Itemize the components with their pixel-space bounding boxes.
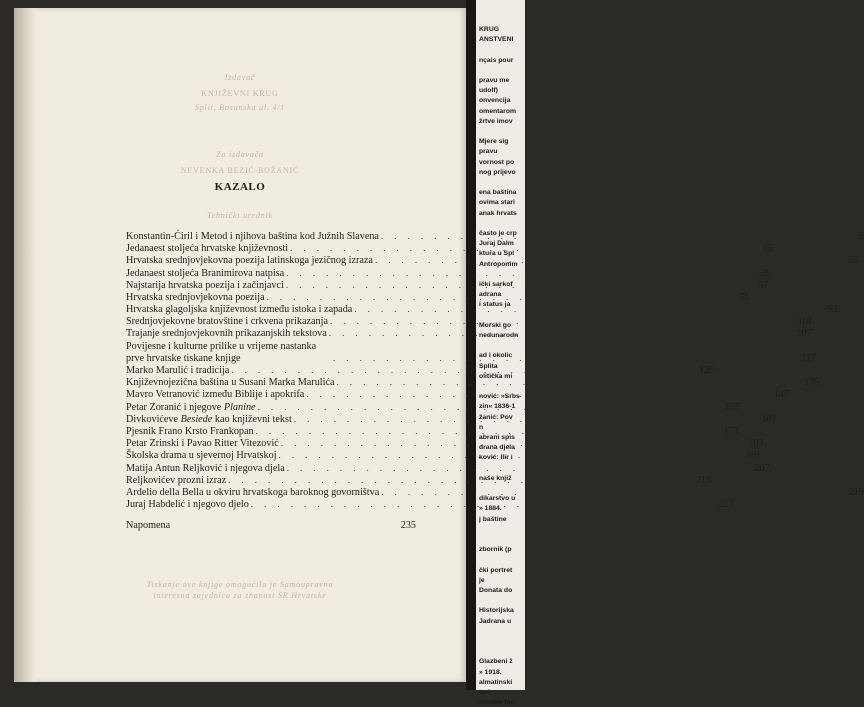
toc-entry-page: 207 [754,462,770,474]
toc-entry-page: 155 [725,401,741,413]
toc-entry-page: 213 [695,474,711,486]
funding-note-line-2: interesna zajednica za znanost SR Hrvatske [153,591,327,600]
toc-entry-page: 227 [718,499,734,511]
adjacent-page-line: almatinski [479,678,513,686]
adjacent-page-line: omentarom [479,107,517,115]
toc-entry-title [126,402,258,414]
toc-entry-page: 57 [758,279,769,291]
toc-entry-title [126,243,290,255]
toc-entry-title-rest: kao književni tekst [214,413,292,425]
toc-entry-page: 183 [748,438,764,450]
toc-entry-page: 107 [796,328,812,340]
toc-entry-page: 147 [773,389,790,401]
toc-entry-page: 53 [758,267,769,279]
adjacent-page-line: ad i okolic [479,352,513,360]
toc-entry-page: 219 [848,486,864,498]
toc-entry-page: 5 [858,230,864,242]
toc-entry-title [126,365,231,377]
toc-entry-title-text: Pjesnik Frano Krsto Frankopan [126,426,254,437]
for-publisher-label: Za izdavača [216,150,264,159]
adjacent-page-line: ktura u Spl [479,250,515,258]
toc-entry-title-text: Najstarija hrvatska poezija i začinjavci [126,279,284,291]
toc-entry-title-text: Mavro Vetranović između Biblije i apokrifa [126,389,305,401]
adjacent-page-line: Historijska [479,607,514,615]
adjacent-page-line: Juraj Dalm [479,240,514,248]
toc-entry-title-italic: Besiede [180,413,213,425]
note-page: 235 [400,520,416,532]
dot-leader [251,498,710,511]
contents-title: KAZALO [214,181,266,193]
adjacent-page-line: nçais pour [479,56,514,64]
toc-entry-title-text: Reljkovićev prozni izraz [126,474,227,486]
funding-note-line-1: Tiskanje ove knjige omogućila je Samoupravna [146,580,334,589]
adjacent-page-line: vornost po [479,158,515,166]
toc-entry-page: 173 [723,426,739,437]
adjacent-page-line: abrani spis [479,434,515,441]
adjacent-page-line: i status ja [479,301,511,309]
toc-entry-page: 93 [827,304,838,316]
toc-note-entry[interactable] [126,520,416,532]
toc-entry-title-text: Književnojezična baština u Susani Marka Marulića [126,377,335,389]
toc-entry-title-text: Hrvatska srednjovjekovna poezija latinskoga jezičnog izraza [126,255,373,267]
toc-entry-title-text: Školska drama u sjevernoj Hrvatskoj [126,450,277,462]
adjacent-page-line: často je crp [479,230,517,237]
adjacent-page-line: Jadrana u [479,617,512,625]
toc-entry-page: 35 [847,255,858,267]
adjacent-page-line: olitička mi [479,372,513,380]
toc-entry-title [126,438,281,450]
adjacent-page-line: pravu [479,148,498,156]
toc-entry-title-text: Matija Antun Reljković i njegova djela [126,462,285,474]
toc-entry-title-text: Juraj Habdelić i njegovo djelo [126,499,249,511]
toc-entry-title [126,450,279,462]
adjacent-page-line: Antroponim [479,260,518,268]
toc-entry-title-text: Hrvatska srednjovjekovna poezija [126,291,265,303]
toc-entry-title [126,426,256,438]
toc-entry-page: 117 [800,352,816,364]
book-spine-shadow [466,0,476,690]
note-title: Napomena [126,520,171,532]
toc-entry-page: 71 [739,291,750,303]
adjacent-page-line: tori [479,689,490,696]
adjacent-page-line: zbornik (p [479,546,512,554]
adjacent-page-line: nović: »Srbs [479,393,520,401]
adjacent-page-line: pravu me [479,77,510,84]
dot-leader [329,327,788,340]
toc-entry-title-text: Povijesne i kulturne prilike u vrijeme nastanka prve hrvatske tiskane knjige [126,340,317,364]
publisher-address: Split, Bosanska ul. 4/1 [194,103,286,112]
adjacent-page-line: nedunarodn [479,332,519,339]
toc-entry-title [126,316,330,328]
adjacent-page-line: adrana [479,291,502,299]
adjacent-page-line: ički sarkof [479,281,513,288]
adjacent-page-line: čki portret [479,566,513,574]
adjacent-page-line: » 1884. [479,505,502,513]
technical-editor-label: Tehnički urednik [207,211,273,220]
adjacent-page-line: ANSTVENI [479,36,514,44]
adjacent-page-line: nog prijevo [479,168,516,176]
adjacent-page-line: drana djela [479,444,515,452]
adjacent-page-line: žanić: Pov [479,413,513,421]
toc-entry-page: 101 [797,316,813,328]
adjacent-page-line: Mjere sig [479,138,509,146]
toc-entry-page: 191 [746,450,762,462]
toc-entry-page: 167 [761,413,777,425]
adjacent-page-strip [476,0,525,707]
toc-entry-title-text: Trajanje srednjovjekovnih prikazanjskih tekstova [126,328,327,340]
toc-entry-title-text: Jedanaest stoljeća Branimirova natpisa [126,267,285,279]
toc-entry-page: 125 [698,365,715,377]
toc-entry-title-text: Marko Marulić i tradicija [126,365,230,377]
toc-entry-title [126,304,354,316]
adjacent-page-line: zin« 1836-1 [479,403,516,411]
toc-entry-title-text: Petar Zoranić i njegove [126,401,222,413]
publisher-name: KNJIŽEVNI KRUG [201,89,279,98]
toc-entry-title-italic: Planine [223,401,256,413]
toc-entry-title [126,268,286,280]
for-publisher-name: NEVENKA BEZIĆ-BOŽANIĆ [180,166,300,175]
adjacent-page-line: onvencija [479,97,511,105]
adjacent-page-line: Glazbeni ž [479,658,513,666]
toc-entry-title-text: Srednjovjekovne bratovštine i crkvena prikazanja [126,316,328,328]
publisher-label: Izdavač [224,73,256,82]
adjacent-page-line: ković: Ilir i [479,454,513,462]
toc-entry-page: 135 [804,377,820,389]
toc-entry-title [126,475,228,487]
toc-entry-title-text: Konstantin-Ćiril i Metod i njihova baština kod Južnih Slavena [126,230,379,242]
adjacent-page-line: udolf) [479,87,498,95]
adjacent-page-line: omiške fac [479,699,515,707]
adjacent-page-line: j baštine [479,515,507,523]
adjacent-page-line: žrtve imov [479,117,513,125]
adjacent-page-line: anak hrvats [479,209,517,217]
toc-entry-page: 15 [762,243,773,255]
adjacent-page-line: ovima stari [479,199,515,207]
adjacent-page-line: dikarstvo u [479,495,516,503]
toc-entry-title-text: Jedanaest stoljeća hrvatske književnosti [126,243,289,255]
toc-entry-title-text: Hrvatska glagoljska književnost između istoka i zapada [126,304,353,316]
adjacent-page-line: Splita [479,362,498,370]
adjacent-page-line: KRUG [479,26,500,33]
toc-entry-title [126,292,267,304]
toc-entry-title [126,499,251,511]
adjacent-page-line: Donata do [479,587,513,594]
adjacent-page-line: Morski go [479,321,512,329]
toc-entry-title [126,328,329,340]
note-spacer [172,532,392,533]
adjacent-page-line: n [479,423,484,431]
toc-entry-title [126,341,333,365]
adjacent-page-line: » 1918. [479,668,502,676]
toc-entry-title-text: Petar Zrinski i Pavao Ritter Vitezović [126,438,279,450]
toc-entry-title-text: Divkovićeve [126,413,179,425]
adjacent-page-line: je [479,576,485,584]
toc-entry-title [126,377,337,389]
toc-entry-title-text: Ardelio della Bella u okviru hrvatskoga baroknog govorništva [126,486,380,498]
toc-entry-title [126,280,286,292]
adjacent-page-line: ena baština [479,189,517,197]
adjacent-page-line: naše knjiž [479,474,512,482]
